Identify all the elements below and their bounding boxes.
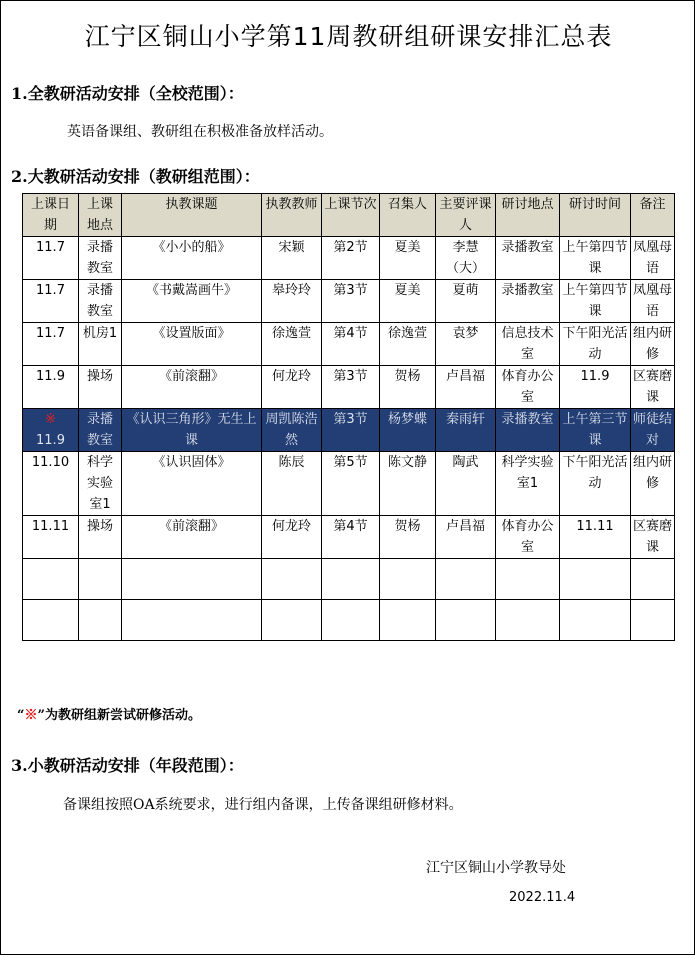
cell-topic: 《认识固体》 (122, 452, 262, 516)
cell-topic: 《设置版面》 (122, 323, 262, 366)
cell-disc-time: 下午阳光活动 (560, 323, 631, 366)
footnote-quote-close: ” (37, 708, 45, 723)
cell-reviewer: 秦雨轩 (436, 409, 496, 452)
empty-cell (436, 600, 496, 641)
header-cell: 上课地点 (79, 194, 122, 237)
cell-teacher: 周凯陈浩然 (262, 409, 322, 452)
table-row (23, 323, 675, 366)
cell-note: 凤凰母语 (631, 280, 675, 323)
cell-teacher: 宋颖 (262, 237, 322, 280)
cell-topic: 《前滚翻》 (122, 516, 262, 559)
cell-teacher: 徐逸萱 (262, 323, 322, 366)
cell-convener: 陈文静 (380, 452, 436, 516)
cell-period: 第4节 (322, 516, 380, 559)
cell-date: 11.9 (23, 366, 79, 409)
cell-place: 机房1 (79, 323, 122, 366)
cell-teacher: 皋玲玲 (262, 280, 322, 323)
header-cell: 备注 (631, 194, 675, 237)
cell-reviewer: 陶武 (436, 452, 496, 516)
cell-disc-time: 11.9 (560, 366, 631, 409)
cell-date: 11.11 (23, 516, 79, 559)
cell-disc-place: 体育办公室 (496, 516, 560, 559)
footnote-text: 为教研组新尝试研修活动。 (44, 708, 201, 723)
cell-disc-time: 下午阳光活动 (560, 452, 631, 516)
cell-disc-place: 录播教室 (496, 280, 560, 323)
section1-text: 英语备课组、教研组在积极准备放样活动。 (67, 124, 333, 140)
cell-note: 组内研修 (631, 323, 675, 366)
cell-teacher: 何龙玲 (262, 366, 322, 409)
cell-period: 第5节 (322, 452, 380, 516)
empty-cell (79, 559, 122, 600)
cell-disc-place: 录播教室 (496, 237, 560, 280)
cell-place: 操场 (79, 516, 122, 559)
cell-convener: 贺杨 (380, 516, 436, 559)
page-title: 江宁区铜山小学第11周教研组研课安排汇总表 (84, 22, 613, 51)
cell-disc-time: 上午第三节课 (560, 409, 631, 452)
table-row (23, 237, 675, 280)
header-cell: 研讨地点 (496, 194, 560, 237)
empty-cell (436, 559, 496, 600)
cell-disc-time: 11.11 (560, 516, 631, 559)
cell-date: 11.7 (23, 237, 79, 280)
cell-convener: 夏美 (380, 237, 436, 280)
empty-cell (380, 600, 436, 641)
empty-cell (122, 559, 262, 600)
cell-note: 组内研修 (631, 452, 675, 516)
cell-date (23, 409, 79, 452)
section1-heading: 1.全教研活动安排（全校范围）： (11, 84, 244, 103)
cell-note: 师徒结对 (631, 409, 675, 452)
cell-reviewer: 夏萌 (436, 280, 496, 323)
cell-topic: 《前滚翻》 (122, 366, 262, 409)
empty-cell (23, 559, 79, 600)
empty-cell (560, 559, 631, 600)
table-row (23, 366, 675, 409)
cell-reviewer: 李慧（大） (436, 237, 496, 280)
cell-place: 录播教室 (79, 280, 122, 323)
cell-place: 科学实验室1 (79, 452, 122, 516)
cell-note: 凤凰母语 (631, 237, 675, 280)
table-row (23, 516, 675, 559)
cell-topic: 《认识三角形》无生上课 (122, 409, 262, 452)
empty-cell (631, 600, 675, 641)
header-cell: 执教课题 (122, 194, 262, 237)
cell-disc-place: 科学实验室1 (496, 452, 560, 516)
table-row (23, 452, 675, 516)
cell-reviewer: 卢昌福 (436, 516, 496, 559)
cell-disc-time: 上午第四节课 (560, 237, 631, 280)
empty-cell (322, 600, 380, 641)
header-cell: 执教教师 (262, 194, 322, 237)
cell-note: 区赛磨课 (631, 516, 675, 559)
signature: 江宁区铜山小学教导处 (426, 860, 566, 876)
footnote (17, 704, 201, 723)
cell-reviewer: 袁梦 (436, 323, 496, 366)
cell-teacher: 陈辰 (262, 452, 322, 516)
empty-cell (262, 600, 322, 641)
table-header-row (23, 194, 675, 237)
section3-heading: 3.小教研活动安排（年段范围）： (11, 756, 244, 775)
section3-text: 备课组按照OA系统要求，进行组内备课，上传备课组研修材料。 (63, 797, 463, 813)
cell-period: 第4节 (322, 323, 380, 366)
schedule-table (22, 193, 675, 641)
cell-period: 第3节 (322, 366, 380, 409)
empty-cell (560, 600, 631, 641)
cell-date: 11.7 (23, 323, 79, 366)
cell-place: 录播教室 (79, 409, 122, 452)
table-row-empty (23, 600, 675, 641)
cell-convener: 杨梦蝶 (380, 409, 436, 452)
cell-convener: 夏美 (380, 280, 436, 323)
new-activity-mark: ※ (45, 412, 56, 427)
cell-convener: 贺杨 (380, 366, 436, 409)
table-row-highlighted (23, 409, 675, 452)
cell-disc-place: 体育办公室 (496, 366, 560, 409)
empty-cell (122, 600, 262, 641)
cell-period: 第2节 (322, 237, 380, 280)
cell-disc-place: 信息技术室 (496, 323, 560, 366)
header-cell: 召集人 (380, 194, 436, 237)
header-cell: 上课日期 (23, 194, 79, 237)
cell-date: 11.7 (23, 280, 79, 323)
table-row-empty (23, 559, 675, 600)
issue-date: 2022.11.4 (509, 890, 576, 905)
cell-disc-place: 录播教室 (496, 409, 560, 452)
cell-disc-time: 上午第四节课 (560, 280, 631, 323)
empty-cell (262, 559, 322, 600)
empty-cell (380, 559, 436, 600)
header-cell: 研讨时间 (560, 194, 631, 237)
cell-period: 第3节 (322, 409, 380, 452)
table-row (23, 280, 675, 323)
empty-cell (23, 600, 79, 641)
cell-date-value: 11.9 (36, 433, 65, 448)
footnote-mark: ※ (24, 708, 38, 723)
cell-reviewer: 卢昌福 (436, 366, 496, 409)
cell-teacher: 何龙玲 (262, 516, 322, 559)
cell-convener: 徐逸萱 (380, 323, 436, 366)
header-cell: 上课节次 (322, 194, 380, 237)
empty-cell (496, 559, 560, 600)
section2-heading: 2.大教研活动安排（教研组范围）： (11, 167, 260, 186)
cell-period: 第3节 (322, 280, 380, 323)
cell-topic: 《小小的船》 (122, 237, 262, 280)
header-cell: 主要评课人 (436, 194, 496, 237)
empty-cell (496, 600, 560, 641)
cell-note: 区赛磨课 (631, 366, 675, 409)
empty-cell (322, 559, 380, 600)
footnote-quote-open: “ (17, 708, 25, 723)
cell-topic: 《书戴嵩画牛》 (122, 280, 262, 323)
empty-cell (631, 559, 675, 600)
empty-cell (79, 600, 122, 641)
cell-date: 11.10 (23, 452, 79, 516)
cell-place: 录播教室 (79, 237, 122, 280)
cell-place: 操场 (79, 366, 122, 409)
